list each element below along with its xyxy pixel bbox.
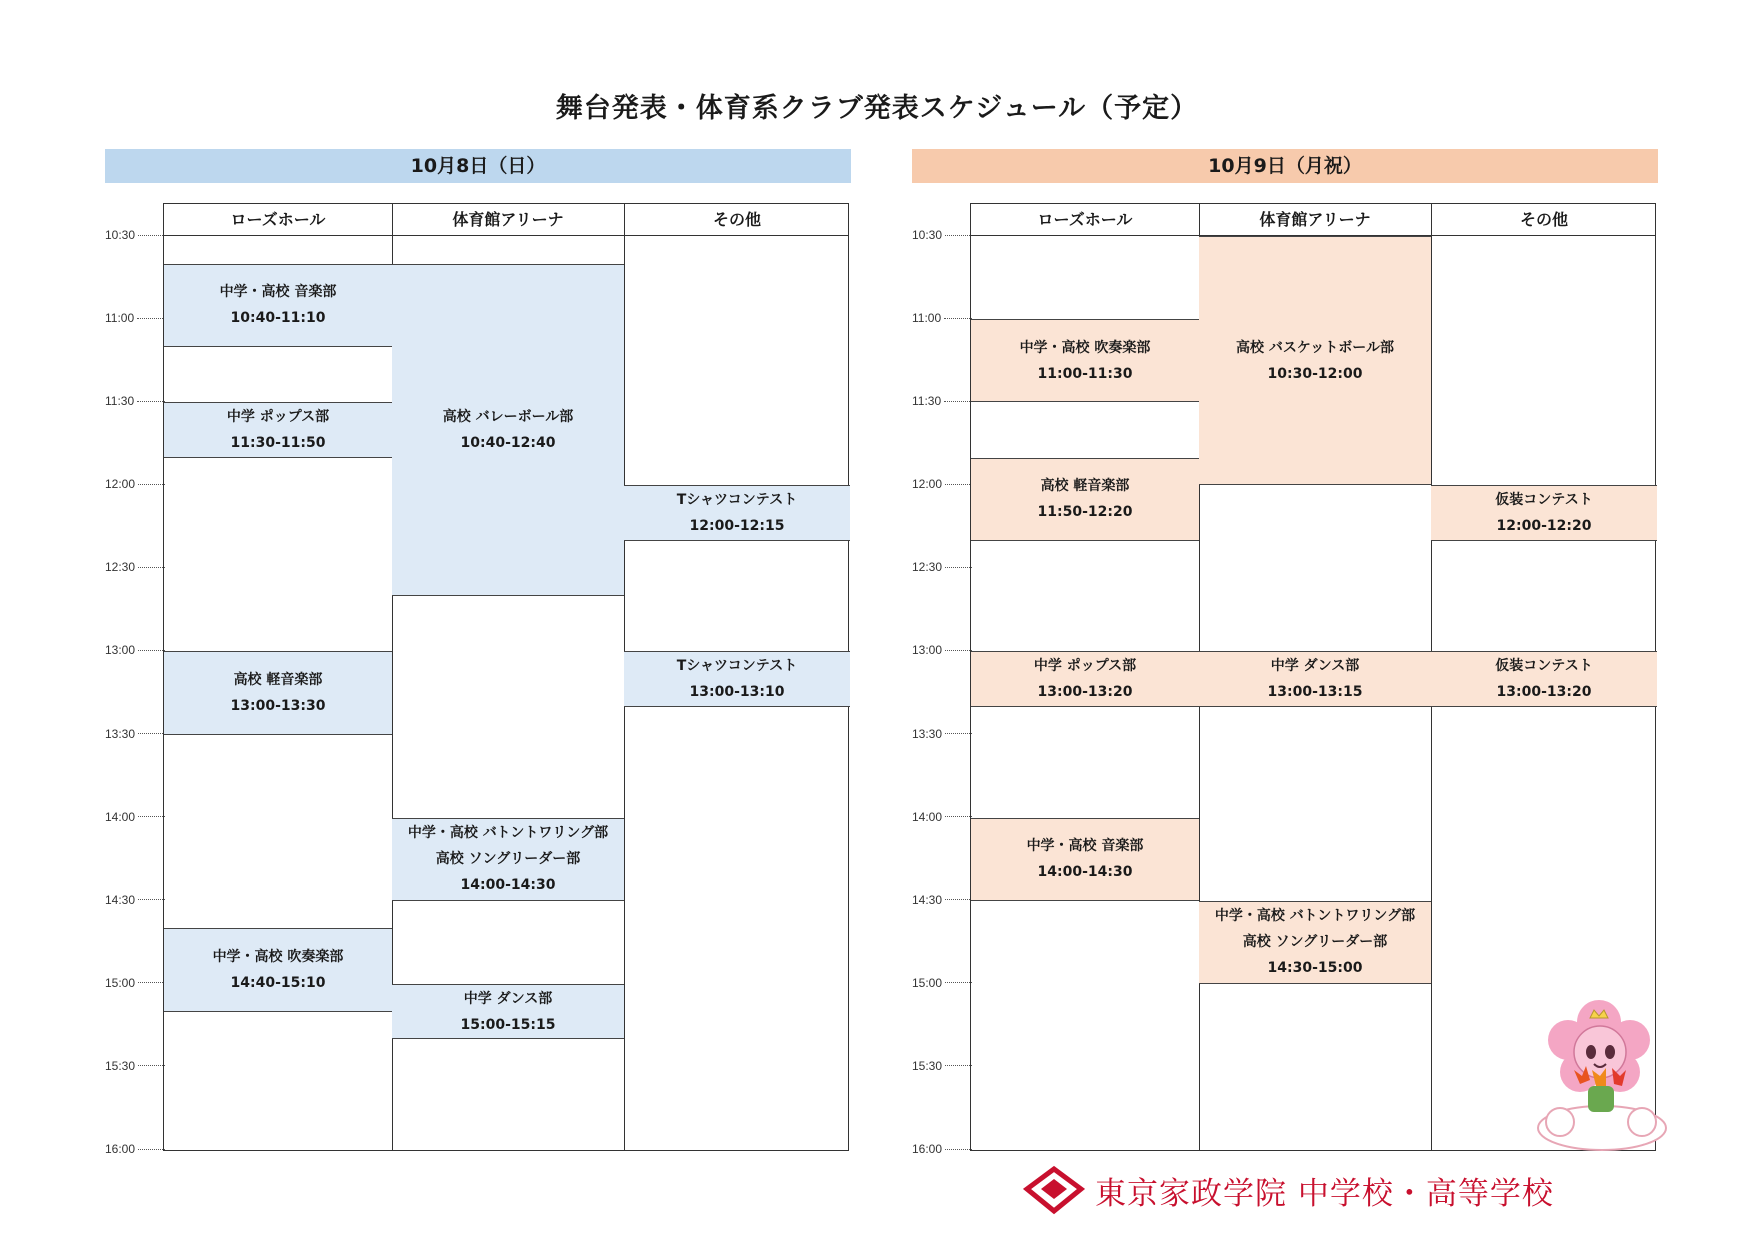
schedule-event <box>392 264 624 596</box>
event-name: 高校 ソングリーダー部 <box>1242 934 1388 951</box>
schedule-event <box>164 651 392 734</box>
time-label-text: 14:00 <box>912 809 943 824</box>
time-leader-line <box>945 1065 972 1066</box>
time-leader-line <box>138 1149 165 1150</box>
time-label-text: 14:30 <box>105 892 136 907</box>
time-label <box>105 560 165 574</box>
time-leader-line <box>138 816 165 817</box>
schedule-event <box>392 818 624 901</box>
time-leader-line <box>945 484 972 485</box>
event-name: 中学・高校 バトントワリング部 <box>407 825 609 842</box>
day-header: 10月9日（月祝） <box>912 149 1658 183</box>
time-label <box>105 311 165 325</box>
time-label <box>105 893 165 907</box>
time-leader-line <box>138 899 165 900</box>
column-gym-arena <box>1199 236 1431 1150</box>
event-name: 高校 バスケットボール部 <box>1236 339 1394 356</box>
event-time: 14:40-15:10 <box>230 974 326 991</box>
time-label-text: 10:30 <box>105 228 136 242</box>
event-time: 13:00-13:20 <box>1037 684 1133 701</box>
event-name: Tシャツコンテスト <box>676 658 798 675</box>
time-axis <box>912 228 970 1156</box>
time-leader-line <box>945 733 972 734</box>
event-name: 中学 ポップス部 <box>1033 658 1137 675</box>
time-label <box>105 228 165 242</box>
time-label-text: 11:00 <box>912 311 942 326</box>
event-name: 中学 ダンス部 <box>463 990 553 1007</box>
time-label-text: 11:30 <box>105 394 135 409</box>
event-name: Tシャツコンテスト <box>676 491 798 508</box>
event-time: 11:00-11:30 <box>1037 365 1133 382</box>
time-label-text: 14:30 <box>912 892 943 907</box>
event-time: 15:00-15:15 <box>460 1016 556 1033</box>
time-label <box>105 810 165 824</box>
school-emblem-icon <box>1023 1165 1085 1215</box>
time-label <box>105 477 165 491</box>
time-label-text: 11:30 <box>912 394 942 409</box>
event-name: 高校 ソングリーダー部 <box>435 851 581 868</box>
event-time: 10:30-12:00 <box>1267 365 1363 382</box>
time-label-text: 15:00 <box>105 975 136 990</box>
event-time: 13:00-13:30 <box>230 697 326 714</box>
event-name: 中学・高校 吹奏楽部 <box>1019 339 1151 356</box>
schedule-event <box>1199 901 1431 984</box>
event-name: 高校 軽音楽部 <box>233 671 323 688</box>
event-name: 中学・高校 音楽部 <box>1026 838 1144 855</box>
schedule-event <box>164 402 392 457</box>
time-label <box>105 1059 165 1073</box>
time-label <box>105 976 165 990</box>
column-header-other: その他 <box>712 210 761 229</box>
time-leader-line <box>945 567 972 568</box>
column-header-other: その他 <box>1519 210 1568 229</box>
time-leader-line <box>138 567 165 568</box>
event-time: 13:00-13:15 <box>1267 684 1363 701</box>
schedule-event <box>1431 651 1657 706</box>
time-label <box>912 810 972 824</box>
time-label-text: 12:30 <box>912 560 943 575</box>
time-leader-line <box>138 982 165 983</box>
time-label <box>912 228 972 242</box>
day-schedule-2 <box>912 149 1658 1156</box>
event-name: 仮装コンテスト <box>1495 491 1593 508</box>
time-leader-line <box>137 318 165 319</box>
time-label <box>912 1142 972 1156</box>
schedule-event <box>971 319 1199 402</box>
time-label <box>912 643 972 657</box>
event-time: 13:00-13:10 <box>689 684 785 701</box>
event-time: 11:50-12:20 <box>1037 504 1133 521</box>
column-headers <box>971 204 1655 236</box>
time-label <box>912 311 972 325</box>
column-other <box>624 236 850 1150</box>
event-name: 高校 軽音楽部 <box>1040 478 1130 495</box>
schedule-event <box>392 984 624 1039</box>
day-schedule-1 <box>105 149 851 1156</box>
schedule-event <box>164 928 392 1011</box>
event-time: 10:40-11:10 <box>230 310 326 327</box>
time-label-text: 15:30 <box>912 1058 943 1073</box>
event-time: 10:40-12:40 <box>460 434 556 451</box>
time-label-text: 12:00 <box>105 477 136 492</box>
time-label <box>105 1142 165 1156</box>
time-leader-line <box>138 235 165 236</box>
time-leader-line <box>945 235 972 236</box>
time-leader-line <box>945 982 972 983</box>
event-name: 中学・高校 音楽部 <box>219 284 337 301</box>
column-header-gym-arena: 体育館アリーナ <box>452 210 564 229</box>
time-label-text: 13:30 <box>912 726 943 741</box>
schedule-event <box>971 818 1199 901</box>
schedule-event <box>971 458 1199 541</box>
column-header-rose-hall: ローズホール <box>1037 210 1133 229</box>
time-label-text: 15:30 <box>105 1058 136 1073</box>
time-leader-line <box>944 401 972 402</box>
event-time: 11:30-11:50 <box>230 434 326 451</box>
time-label-text: 15:00 <box>912 975 943 990</box>
column-headers <box>164 204 848 236</box>
event-time: 13:00-13:20 <box>1496 684 1592 701</box>
time-leader-line <box>945 816 972 817</box>
flower-mascot-icon <box>1530 1000 1670 1160</box>
event-name: 中学・高校 バトントワリング部 <box>1214 908 1416 925</box>
event-time: 14:00-14:30 <box>460 877 556 894</box>
event-time: 14:00-14:30 <box>1037 864 1133 881</box>
time-label-text: 11:00 <box>105 311 135 326</box>
time-label <box>912 893 972 907</box>
time-label <box>912 1059 972 1073</box>
time-label <box>105 643 165 657</box>
event-time: 12:00-12:15 <box>689 517 785 534</box>
time-label <box>912 727 972 741</box>
event-time: 12:00-12:20 <box>1496 517 1592 534</box>
time-label <box>912 477 972 491</box>
column-gym-arena <box>392 236 624 1150</box>
time-label <box>912 394 972 408</box>
time-label <box>912 560 972 574</box>
schedule-event <box>971 651 1199 706</box>
event-name: 中学・高校 吹奏楽部 <box>212 948 344 965</box>
event-name: 高校 バレーボール部 <box>442 408 574 425</box>
event-name: 仮装コンテスト <box>1495 658 1593 675</box>
schedule-event <box>1199 651 1431 706</box>
column-rose-hall <box>971 236 1199 1150</box>
day-header: 10月8日（日） <box>105 149 851 183</box>
time-label <box>105 394 165 408</box>
event-name: 中学 ポップス部 <box>226 408 330 425</box>
time-label-text: 13:30 <box>105 726 136 741</box>
school-name: 東京家政学院 中学校・高等学校 <box>1095 1175 1554 1212</box>
column-header-rose-hall: ローズホール <box>230 210 326 229</box>
time-label-text: 13:00 <box>912 643 943 658</box>
column-header-gym-arena: 体育館アリーナ <box>1259 210 1371 229</box>
time-leader-line <box>138 1065 165 1066</box>
event-name: 中学 ダンス部 <box>1270 658 1360 675</box>
schedule-event <box>624 651 850 706</box>
school-logo <box>1023 1162 1643 1218</box>
time-leader-line <box>138 650 165 651</box>
time-label <box>105 727 165 741</box>
time-label-text: 16:00 <box>105 1142 136 1156</box>
event-time: 14:30-15:00 <box>1267 960 1363 977</box>
time-leader-line <box>944 318 972 319</box>
time-leader-line <box>945 1149 972 1150</box>
time-label-text: 10:30 <box>912 228 943 242</box>
time-label <box>912 976 972 990</box>
time-leader-line <box>945 650 972 651</box>
time-label-text: 13:00 <box>105 643 136 658</box>
time-leader-line <box>138 484 165 485</box>
schedule-event <box>164 264 392 347</box>
time-leader-line <box>945 899 972 900</box>
column-rose-hall <box>164 236 392 1150</box>
time-label-text: 16:00 <box>912 1142 943 1156</box>
schedule-event <box>624 485 850 540</box>
schedule-event <box>1431 485 1657 540</box>
time-label-text: 14:00 <box>105 809 136 824</box>
time-leader-line <box>137 401 165 402</box>
schedule-grid <box>163 203 849 1151</box>
time-label-text: 12:00 <box>912 477 943 492</box>
time-leader-line <box>138 733 165 734</box>
time-label-text: 12:30 <box>105 560 136 575</box>
schedule-body <box>164 236 848 1150</box>
time-axis <box>105 228 163 1156</box>
page-title: 舞台発表・体育系クラブ発表スケジュール（予定） <box>555 93 1199 124</box>
schedule-event <box>1199 236 1431 485</box>
